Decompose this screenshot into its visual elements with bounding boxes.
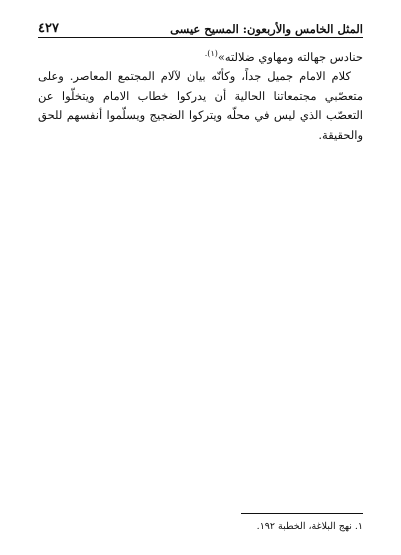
header-rule <box>38 37 363 38</box>
quote-continuation <box>38 44 363 67</box>
quote-line: حنادس جهالته ومهاوي ضلالته» <box>217 49 363 64</box>
main-text <box>38 44 363 145</box>
footnote-rule <box>241 513 363 514</box>
running-title: المثل الخامس والأربعون: المسيح عيسى <box>170 22 363 36</box>
page-header <box>38 16 363 36</box>
commentary-paragraph: كلام الامام جميل جداً، وكأنّه بيان لآلام المجتمع المعاصر. وعلى متعصّبي مجتمعاتنا الحالية أن يدركوا خطاب الامام ويتخلّوا عن التعصّب الذي ليس في محلّه ويتركوا الضجيج ويسلّموا أنفسهم للحق والحقيقة. <box>38 69 363 142</box>
page-number: ٤٢٧ <box>38 21 59 36</box>
footnote: ١. نهج البلاغة، الخطبة ١٩٢. <box>256 521 363 532</box>
footnote-reference: (١). <box>204 49 218 58</box>
